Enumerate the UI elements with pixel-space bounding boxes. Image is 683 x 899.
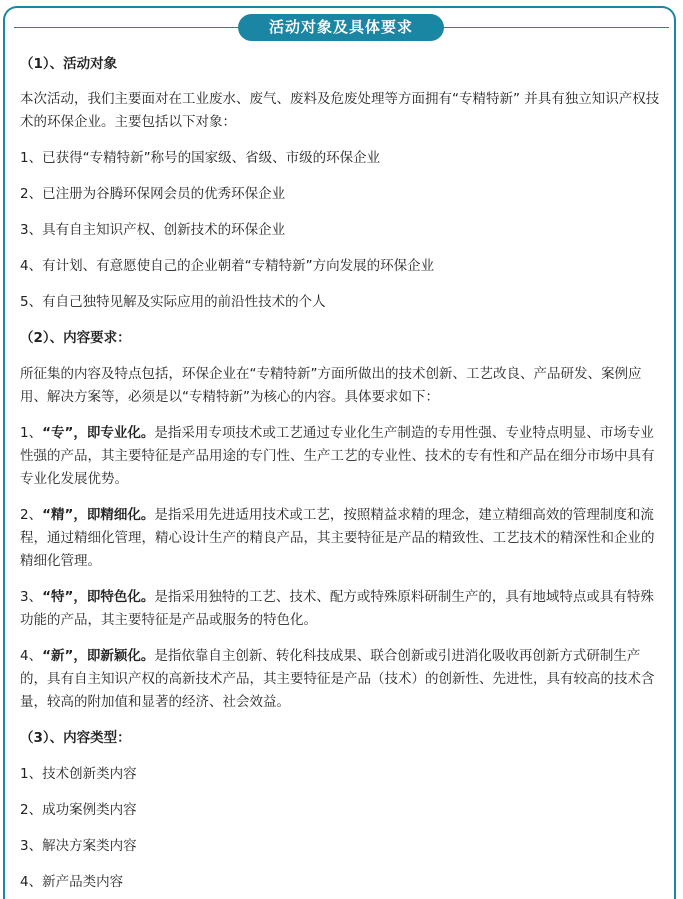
requirement-number: 2、 — [20, 507, 43, 523]
requirement-number: 4、 — [20, 648, 43, 664]
requirement-number: 3、 — [20, 589, 43, 605]
list-item: 1、技术创新类内容 — [20, 766, 137, 782]
requirement-item — [20, 645, 665, 714]
section1-heading: （1）、活动对象 — [20, 56, 118, 72]
list-item: 3、具有自主知识产权、创新技术的环保企业 — [20, 222, 286, 238]
requirement-title: “新”，即新颖化。 — [42, 648, 155, 664]
section2-intro: 所征集的内容及特点包括，环保企业在“专精特新”方面所做出的技术创新、工艺改良、产品研发、案例应用、解决方案等，必须是以“专精特新”为核心的内容。具体要求如下： — [20, 366, 642, 405]
requirement-number: 1、 — [20, 425, 43, 441]
list-item: 2、成功案例类内容 — [20, 802, 137, 818]
list-item: 5、有自己独特见解及实际应用的前沿性技术的个人 — [20, 294, 326, 310]
list-item: 3、解决方案类内容 — [20, 838, 137, 854]
requirement-item — [20, 504, 665, 573]
requirement-title: “专”，即专业化。 — [42, 425, 155, 441]
list-item: 4、有计划、有意愿使自己的企业朝着“专精特新”方向发展的环保企业 — [20, 258, 435, 274]
section1-intro: 本次活动，我们主要面对在工业废水、废气、废料及危废处理等方面拥有“专精特新” 并具有独立知识产权技术的环保企业。主要包括以下对象： — [20, 91, 660, 130]
list-item: 1、已获得“专精特新”称号的国家级、省级、市级的环保企业 — [20, 150, 381, 166]
section2-heading: （2）、内容要求： — [20, 330, 131, 346]
requirement-title: “精”，即精细化。 — [42, 507, 155, 523]
section3-heading: （3）、内容类型： — [20, 730, 131, 746]
list-item: 2、已注册为谷腾环保网会员的优秀环保企业 — [20, 186, 286, 202]
requirement-text: 是指依靠自主创新、转化科技成果、联合创新或引进消化吸收再创新方式研制生产的，具有自主知识产权的高新技术产品，其主要特征是产品（技术）的创新性、先进性，具有较高的技术含量，较高的附加值和显著的经济、社会效益。 — [20, 648, 655, 710]
requirement-item — [20, 586, 665, 632]
list-item: 4、新产品类内容 — [20, 874, 124, 890]
article-body — [20, 52, 665, 894]
requirement-text: 是指采用独特的工艺、技术、配方或特殊原料研制生产的，具有地域特点或具有特殊功能的产品，其主要特征是产品或服务的特色化。 — [20, 589, 654, 628]
requirement-text: 是指采用专项技术或工艺通过专业化生产制造的专用性强、专业特点明显、市场专业性强的产品，其主要特征是产品用途的专门性、生产工艺的专业性、技术的专有性和产品在细分市场中具有专业化发展优势。 — [20, 425, 655, 487]
requirement-title: “特”，即特色化。 — [42, 589, 155, 605]
section-title-badge: 活动对象及具体要求 — [238, 14, 444, 41]
requirement-item — [20, 422, 665, 491]
requirement-text: 是指采用先进适用技术或工艺，按照精益求精的理念，建立精细高效的管理制度和流程，通过精细化管理，精心设计生产的精良产品，其主要特征是产品的精致性、工艺技术的精深性和企业的精细化管理。 — [20, 507, 655, 569]
